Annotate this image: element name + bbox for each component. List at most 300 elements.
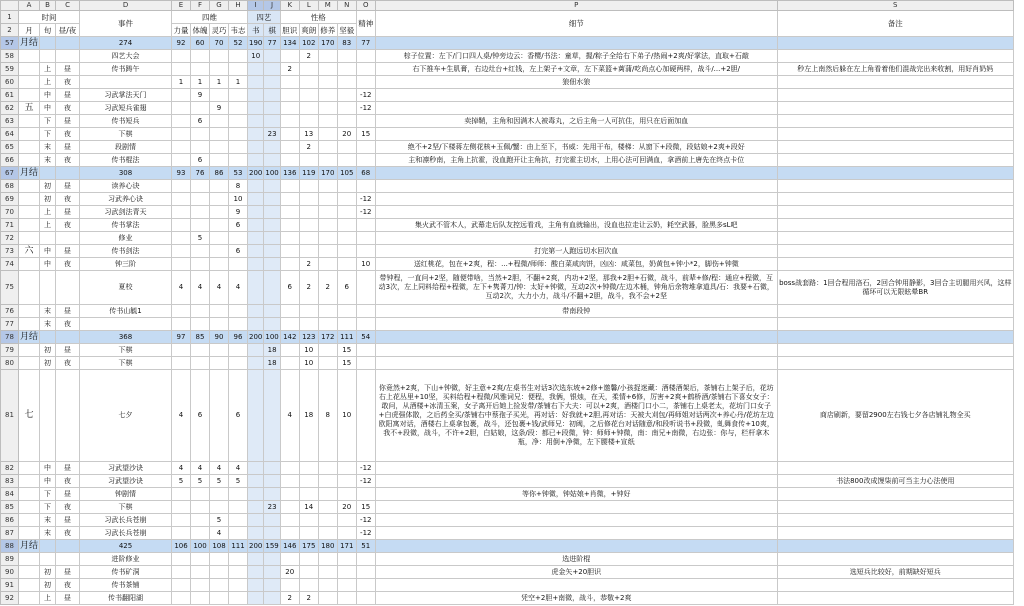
cell-month[interactable]: 月结 [20, 167, 39, 178]
cell-chess[interactable]: 159 [264, 540, 280, 553]
cell-firmness[interactable] [337, 592, 356, 605]
cell-event[interactable]: 下棋 [80, 344, 172, 357]
cell-chess[interactable] [264, 258, 280, 271]
cell-chess[interactable] [264, 102, 280, 115]
cell-detail[interactable]: 你竟然+2爽，下山+钟微，好主意+2爽/左桌书生对话3次选东坡+2修+邀馨/小孩捉迷藏：酒楼酒架后，茶铺右上架子后，花坊右上花丛里+10坚，买料给程+程微/风雅词兄：便程，我俩，银烛，在天，柔情+6修，厉害+2爽+鹤桥酒/茶铺右下喜女女子：敢问，从酒楼+冰清玉案，女子离开后她上捡发带/茶铺右下大夫：可以+2爽，酒楼门口小二，茶铺右上桌老太，花坊门口女子+白虎强体散，之后药全买/茶铺右中蔡孢子买光，再对话：好我就+2胆,再对话：天被大刈包/再师姐对话两次+养心丹/花坊左边欧阳寓对话，酒楼右上桌拿包裹，战斗，还包裹+钱/武师兄：初阈，之后修花台对话随意/和段听说书+段微，虬舞食传+10爽，我不+段微，战斗，不许+2胆，白姑娘，这条/段：都已+段微，钟：师师+钟微，南：南兄+南微，右边张：你与，栏杆拿木瓶，净：用倒+净微，左下腰楼+宣纸 [375, 370, 777, 462]
row-number[interactable]: 67 [1, 167, 19, 180]
cell-firmness[interactable] [337, 245, 356, 258]
cell-courage[interactable] [280, 102, 299, 115]
header-physique[interactable]: 体魄 [192, 25, 208, 35]
cell-chess[interactable] [264, 76, 280, 89]
cell-physique[interactable] [191, 488, 210, 501]
cell-strength[interactable] [172, 553, 191, 566]
cell-spirit[interactable]: 77 [356, 37, 375, 50]
cell-courage[interactable] [280, 193, 299, 206]
cell-physique[interactable] [191, 527, 210, 540]
cell-agility[interactable] [210, 488, 229, 501]
cell-month[interactable] [19, 206, 40, 219]
cell-day-night[interactable] [56, 553, 80, 566]
cell-xun[interactable] [40, 271, 56, 305]
cell-event[interactable]: 传书棍法 [80, 154, 172, 167]
cell-courage[interactable] [280, 475, 299, 488]
cell-note[interactable] [777, 344, 1013, 357]
cell-agility[interactable] [210, 553, 229, 566]
cell-firmness[interactable] [337, 63, 356, 76]
cell-event[interactable]: 274 [80, 37, 172, 50]
cell-will[interactable]: 9 [229, 206, 248, 219]
cell-day-night[interactable]: 夜 [56, 501, 80, 514]
cell-will[interactable]: 96 [229, 331, 248, 344]
cell-note[interactable] [777, 592, 1013, 605]
row-number[interactable]: 66 [1, 154, 19, 167]
cell-spirit[interactable] [356, 488, 375, 501]
col-header-j[interactable]: J [264, 1, 280, 11]
header-chess[interactable]: 棋 [264, 24, 280, 37]
cell-event[interactable]: 308 [80, 167, 172, 180]
cell-strength[interactable] [172, 63, 191, 76]
cell-cultivation[interactable] [318, 102, 337, 115]
cell-physique[interactable] [191, 318, 210, 331]
cell-chess[interactable] [264, 553, 280, 566]
cell-xun[interactable] [40, 553, 56, 566]
cell-firmness[interactable] [337, 488, 356, 501]
cell-firmness[interactable] [337, 193, 356, 206]
cell-month[interactable] [19, 63, 40, 76]
cell-xun[interactable]: 中 [40, 89, 56, 102]
cell-event[interactable]: 传书矿洞 [80, 566, 172, 579]
row-number[interactable]: 62 [1, 102, 19, 115]
cell-spirit[interactable]: 10 [356, 258, 375, 271]
cell-agility[interactable] [210, 370, 229, 462]
cell-cultivation[interactable] [318, 527, 337, 540]
cell-spirit[interactable] [356, 141, 375, 154]
cell-detail[interactable]: 主和凛秒南，主角上抗霍，没血跑开让主角抗，打完霍主切水，上用心法可回满血，拿酒前上唐先在终点卡位 [375, 154, 777, 167]
cell-firmness[interactable]: 15 [337, 344, 356, 357]
cell-will[interactable]: 4 [229, 271, 248, 305]
cell-month[interactable] [19, 579, 40, 592]
cell-firmness[interactable] [337, 566, 356, 579]
cell-chess[interactable] [264, 514, 280, 527]
cell-cultivation[interactable] [318, 50, 337, 63]
cell-xun[interactable]: 初 [40, 193, 56, 206]
cell-agility[interactable]: 4 [210, 462, 229, 475]
cell-day-night[interactable]: 昼 [56, 63, 80, 76]
cell-event[interactable]: 下棋 [80, 128, 172, 141]
cell-strength[interactable]: 4 [172, 370, 191, 462]
cell-detail[interactable] [375, 527, 777, 540]
cell-agility[interactable] [210, 128, 229, 141]
col-header-h[interactable]: H [229, 1, 248, 11]
cell-chess[interactable] [264, 219, 280, 232]
row-number[interactable]: 58 [1, 50, 19, 63]
cell-cultivation[interactable] [318, 344, 337, 357]
cell-note[interactable] [777, 318, 1013, 331]
cell-cheerful[interactable] [299, 462, 318, 475]
cell-strength[interactable] [172, 115, 191, 128]
cell-note[interactable]: 商店刷新，要留2900左右钱七夕各店铺礼物全买 [777, 370, 1013, 462]
cell-chess[interactable]: 100 [264, 167, 280, 180]
cell-strength[interactable] [172, 305, 191, 318]
cell-day-night[interactable]: 夜 [56, 219, 80, 232]
cell-note[interactable] [777, 154, 1013, 167]
cell-courage[interactable]: 6 [280, 271, 299, 305]
cell-book[interactable] [248, 115, 264, 128]
cell-book[interactable] [248, 193, 264, 206]
cell-month[interactable] [19, 141, 40, 154]
cell-firmness[interactable] [337, 258, 356, 271]
col-header-l[interactable]: L [299, 1, 318, 11]
cell-book[interactable] [248, 514, 264, 527]
cell-courage[interactable] [280, 318, 299, 331]
cell-cheerful[interactable] [299, 193, 318, 206]
header-cultivation[interactable]: 修养 [320, 25, 336, 35]
cell-cheerful[interactable] [299, 206, 318, 219]
cell-cheerful[interactable] [299, 63, 318, 76]
cell-event[interactable]: 读养心诀 [80, 180, 172, 193]
cell-detail[interactable]: 棕子位置：左下/门口四人桌/钟旁边云：香樱/书法：童草，握/粽子全给右下弟子/热闹+2爽/好掌法，直取+石敲 [375, 50, 777, 63]
cell-firmness[interactable] [337, 514, 356, 527]
cell-detail[interactable] [375, 102, 777, 115]
cell-strength[interactable] [172, 180, 191, 193]
cell-will[interactable] [229, 592, 248, 605]
cell-agility[interactable] [210, 206, 229, 219]
select-all-corner[interactable] [1, 1, 19, 11]
row-number[interactable]: 1 [1, 11, 19, 24]
cell-book[interactable] [248, 501, 264, 514]
cell-book[interactable] [248, 232, 264, 245]
col-header-k[interactable]: K [280, 1, 299, 11]
cell-month[interactable] [19, 553, 40, 566]
row-number[interactable]: 2 [1, 24, 19, 37]
cell-will[interactable] [229, 357, 248, 370]
cell-will[interactable] [229, 258, 248, 271]
cell-strength[interactable] [172, 488, 191, 501]
cell-strength[interactable] [172, 219, 191, 232]
cell-strength[interactable]: 92 [172, 37, 191, 50]
cell-physique[interactable] [191, 206, 210, 219]
cell-will[interactable] [229, 488, 248, 501]
cell-agility[interactable]: 70 [210, 37, 229, 50]
cell-agility[interactable]: 90 [210, 331, 229, 344]
cell-physique[interactable]: 1 [191, 76, 210, 89]
cell-courage[interactable]: 20 [280, 566, 299, 579]
cell-chess[interactable]: 23 [264, 501, 280, 514]
cell-agility[interactable]: 9 [210, 102, 229, 115]
cell-courage[interactable]: 134 [280, 37, 299, 50]
cell-event[interactable]: 进阶修业 [80, 553, 172, 566]
cell-firmness[interactable] [337, 115, 356, 128]
cell-cultivation[interactable] [318, 245, 337, 258]
cell-xun[interactable]: 下 [40, 501, 56, 514]
cell-note[interactable] [777, 128, 1013, 141]
cell-physique[interactable] [191, 63, 210, 76]
cell-firmness[interactable]: 105 [337, 167, 356, 180]
cell-agility[interactable] [210, 357, 229, 370]
cell-xun[interactable] [40, 370, 56, 462]
cell-physique[interactable] [191, 50, 210, 63]
cell-cheerful[interactable] [299, 89, 318, 102]
cell-spirit[interactable]: -12 [356, 462, 375, 475]
row-number[interactable]: 82 [1, 462, 19, 475]
cell-note[interactable] [777, 232, 1013, 245]
cell-note[interactable] [777, 553, 1013, 566]
cell-will[interactable] [229, 566, 248, 579]
cell-courage[interactable] [280, 128, 299, 141]
cell-xun[interactable]: 末 [40, 154, 56, 167]
cell-will[interactable] [229, 128, 248, 141]
cell-xun[interactable]: 上 [40, 206, 56, 219]
cell-detail[interactable] [375, 344, 777, 357]
cell-event[interactable]: 传书剑法 [80, 245, 172, 258]
cell-physique[interactable]: 100 [191, 540, 210, 553]
cell-event[interactable]: 钟三阶 [80, 258, 172, 271]
cell-courage[interactable] [280, 154, 299, 167]
row-number[interactable]: 71 [1, 219, 19, 232]
cell-cheerful[interactable]: 175 [299, 540, 318, 553]
cell-event[interactable]: 习武望沙诀 [80, 475, 172, 488]
cell-will[interactable] [229, 232, 248, 245]
cell-day-night[interactable]: 昼 [56, 245, 80, 258]
cell-courage[interactable] [280, 141, 299, 154]
cell-note[interactable]: 秒左上南然后躲在左上角看着他们混战完出来收割，用好肖奶妈 [777, 63, 1013, 76]
cell-will[interactable]: 6 [229, 245, 248, 258]
cell-month[interactable] [19, 462, 40, 475]
cell-spirit[interactable] [356, 318, 375, 331]
cell-note[interactable] [777, 501, 1013, 514]
cell-firmness[interactable]: 20 [337, 128, 356, 141]
cell-strength[interactable] [172, 514, 191, 527]
cell-courage[interactable] [280, 579, 299, 592]
cell-detail[interactable]: 带南段钟 [375, 305, 777, 318]
cell-strength[interactable] [172, 579, 191, 592]
row-number[interactable]: 61 [1, 89, 19, 102]
cell-will[interactable] [229, 305, 248, 318]
cell-book[interactable] [248, 370, 264, 462]
cell-courage[interactable]: 2 [280, 592, 299, 605]
row-number[interactable]: 64 [1, 128, 19, 141]
cell-detail[interactable]: 绝不+2坚/下楼蒋左侧花核+玉佩/蟹：由上至下，书威：先用干布，楼梯：从窗下+段微，段姑娘+2爽+段好 [375, 141, 777, 154]
cell-firmness[interactable] [337, 89, 356, 102]
cell-detail[interactable] [375, 540, 777, 553]
cell-firmness[interactable] [337, 318, 356, 331]
header-agility[interactable]: 灵巧 [211, 25, 227, 35]
cell-physique[interactable] [191, 305, 210, 318]
cell-month[interactable]: 六 [19, 245, 40, 258]
cell-agility[interactable]: 4 [210, 271, 229, 305]
cell-physique[interactable] [191, 592, 210, 605]
cell-chess[interactable] [264, 488, 280, 501]
cell-month[interactable] [19, 475, 40, 488]
cell-spirit[interactable] [356, 180, 375, 193]
cell-cheerful[interactable] [299, 232, 318, 245]
cell-chess[interactable] [264, 566, 280, 579]
cell-courage[interactable]: 4 [280, 370, 299, 462]
cell-event[interactable] [80, 318, 172, 331]
cell-detail[interactable] [375, 579, 777, 592]
cell-cheerful[interactable]: 18 [299, 370, 318, 462]
cell-strength[interactable] [172, 245, 191, 258]
cell-detail[interactable]: 送红桃花，包在+2爽，程：...+程微/师师：酸白菜咸肉饼，凶凶：咸菜包，奶黄包+钟小*2，脚伤+钟微 [375, 258, 777, 271]
cell-note[interactable] [777, 193, 1013, 206]
cell-will[interactable] [229, 579, 248, 592]
cell-agility[interactable] [210, 154, 229, 167]
header-event[interactable]: 事件 [80, 11, 172, 37]
cell-strength[interactable]: 93 [172, 167, 191, 180]
cell-physique[interactable]: 4 [191, 462, 210, 475]
cell-month[interactable] [19, 128, 40, 141]
cell-spirit[interactable] [356, 154, 375, 167]
cell-detail[interactable]: 狼佃水狼 [375, 76, 777, 89]
cell-physique[interactable] [191, 141, 210, 154]
col-header-c[interactable]: C [56, 1, 80, 11]
cell-physique[interactable] [191, 258, 210, 271]
cell-event[interactable]: 习武长兵苍崩 [80, 514, 172, 527]
cell-cheerful[interactable] [299, 245, 318, 258]
cell-cheerful[interactable] [299, 553, 318, 566]
cell-cultivation[interactable] [318, 258, 337, 271]
col-header-i[interactable]: I [248, 1, 264, 11]
cell-cultivation[interactable]: 2 [318, 271, 337, 305]
cell-courage[interactable]: 146 [280, 540, 299, 553]
cell-chess[interactable] [264, 475, 280, 488]
cell-firmness[interactable] [337, 305, 356, 318]
cell-day-night[interactable]: 夜 [56, 76, 80, 89]
cell-chess[interactable] [264, 592, 280, 605]
cell-note[interactable] [777, 141, 1013, 154]
cell-detail[interactable] [375, 193, 777, 206]
row-number[interactable]: 75 [1, 271, 19, 305]
cell-xun[interactable]: 下 [40, 488, 56, 501]
cell-cultivation[interactable] [318, 357, 337, 370]
cell-will[interactable]: 6 [229, 370, 248, 462]
cell-courage[interactable] [280, 462, 299, 475]
cell-note[interactable] [777, 488, 1013, 501]
cell-cheerful[interactable] [299, 102, 318, 115]
cell-will[interactable]: 52 [229, 37, 248, 50]
cell-cultivation[interactable] [318, 592, 337, 605]
header-detail[interactable]: 细节 [375, 11, 777, 37]
header-month[interactable]: 月 [19, 24, 40, 37]
cell-cheerful[interactable]: 2 [299, 50, 318, 63]
cell-day-night[interactable]: 昼 [56, 206, 80, 219]
row-number[interactable]: 76 [1, 305, 19, 318]
cell-courage[interactable] [280, 206, 299, 219]
cell-agility[interactable] [210, 141, 229, 154]
row-number[interactable]: 90 [1, 566, 19, 579]
cell-day-night[interactable] [56, 167, 80, 180]
cell-day-night[interactable] [56, 271, 80, 305]
header-day-night[interactable]: 昼/夜 [56, 24, 80, 37]
cell-cheerful[interactable] [299, 305, 318, 318]
cell-agility[interactable]: 1 [210, 76, 229, 89]
cell-spirit[interactable]: 68 [356, 167, 375, 180]
cell-will[interactable] [229, 141, 248, 154]
cell-strength[interactable] [172, 318, 191, 331]
cell-book[interactable] [248, 592, 264, 605]
cell-book[interactable] [248, 154, 264, 167]
cell-cheerful[interactable] [299, 180, 318, 193]
cell-event[interactable]: 习武望沙诀 [80, 462, 172, 475]
cell-cultivation[interactable] [318, 89, 337, 102]
cell-xun[interactable]: 上 [40, 63, 56, 76]
cell-cultivation[interactable] [318, 488, 337, 501]
cell-courage[interactable] [280, 488, 299, 501]
cell-spirit[interactable]: -12 [356, 102, 375, 115]
cell-day-night[interactable]: 夜 [56, 579, 80, 592]
cell-xun[interactable]: 中 [40, 258, 56, 271]
cell-day-night[interactable]: 夜 [56, 128, 80, 141]
cell-agility[interactable] [210, 50, 229, 63]
row-number[interactable]: 85 [1, 501, 19, 514]
cell-cultivation[interactable] [318, 514, 337, 527]
row-number[interactable]: 91 [1, 579, 19, 592]
cell-detail[interactable] [375, 89, 777, 102]
cell-detail[interactable] [375, 475, 777, 488]
row-number[interactable]: 89 [1, 553, 19, 566]
cell-detail[interactable]: 等你+钟微，钟姑娘+肖微，+钟好 [375, 488, 777, 501]
cell-cheerful[interactable] [299, 527, 318, 540]
cell-day-night[interactable] [56, 540, 80, 553]
cell-detail[interactable]: 带钟程，一直问+2坚，随便带啥，当然+2胆，不翻+2爽，内功+2坚，那我+2胆+石微，战斗，前辈+修/程：通应+程微，互动3次，左上同料给程+程微，左下+隽菁刀/钟：太好+钟微，互动2次+钟微/左边木桶，钟角后余物堆拿道具/石：我要+石微，互动2次，大力小力，战斗/不翻+2胆，战斗，我不会+2坚 [375, 271, 777, 305]
cell-physique[interactable] [191, 193, 210, 206]
cell-firmness[interactable] [337, 102, 356, 115]
cell-strength[interactable] [172, 128, 191, 141]
cell-chess[interactable] [264, 305, 280, 318]
header-siwei[interactable]: 四维 [172, 11, 248, 24]
cell-strength[interactable] [172, 141, 191, 154]
cell-strength[interactable]: 4 [172, 271, 191, 305]
cell-cultivation[interactable] [318, 219, 337, 232]
cell-chess[interactable] [264, 370, 280, 462]
cell-day-night[interactable]: 昼 [56, 514, 80, 527]
cell-chess[interactable]: 23 [264, 128, 280, 141]
header-book[interactable]: 书 [248, 24, 264, 37]
row-number[interactable]: 68 [1, 180, 19, 193]
cell-physique[interactable]: 4 [191, 271, 210, 305]
cell-day-night[interactable] [56, 50, 80, 63]
cell-note[interactable] [777, 37, 1013, 50]
cell-detail[interactable] [375, 232, 777, 245]
cell-spirit[interactable]: -12 [356, 193, 375, 206]
cell-spirit[interactable]: 15 [356, 128, 375, 141]
cell-firmness[interactable] [337, 462, 356, 475]
cell-day-night[interactable]: 昼 [56, 89, 80, 102]
cell-note[interactable] [777, 50, 1013, 63]
cell-chess[interactable] [264, 527, 280, 540]
cell-cheerful[interactable] [299, 76, 318, 89]
row-number[interactable]: 88 [1, 540, 19, 553]
row-number[interactable]: 70 [1, 206, 19, 219]
col-header-f[interactable]: F [191, 1, 210, 11]
cell-cultivation[interactable] [318, 206, 337, 219]
cell-event[interactable]: 习武长兵苍崩 [80, 527, 172, 540]
cell-strength[interactable]: 4 [172, 462, 191, 475]
cell-spirit[interactable]: 51 [356, 540, 375, 553]
cell-day-night[interactable]: 夜 [56, 193, 80, 206]
cell-cultivation[interactable] [318, 180, 337, 193]
cell-month[interactable] [19, 527, 40, 540]
cell-note[interactable] [777, 514, 1013, 527]
cell-book[interactable] [248, 102, 264, 115]
cell-firmness[interactable]: 10 [337, 370, 356, 462]
cell-firmness[interactable] [337, 50, 356, 63]
cell-month[interactable] [19, 258, 40, 271]
cell-xun[interactable]: 末 [40, 318, 56, 331]
cell-xun[interactable]: 初 [40, 566, 56, 579]
cell-detail[interactable]: 打完第一人跑远切水回次血 [375, 245, 777, 258]
cell-courage[interactable]: 136 [280, 167, 299, 180]
cell-cultivation[interactable] [318, 141, 337, 154]
